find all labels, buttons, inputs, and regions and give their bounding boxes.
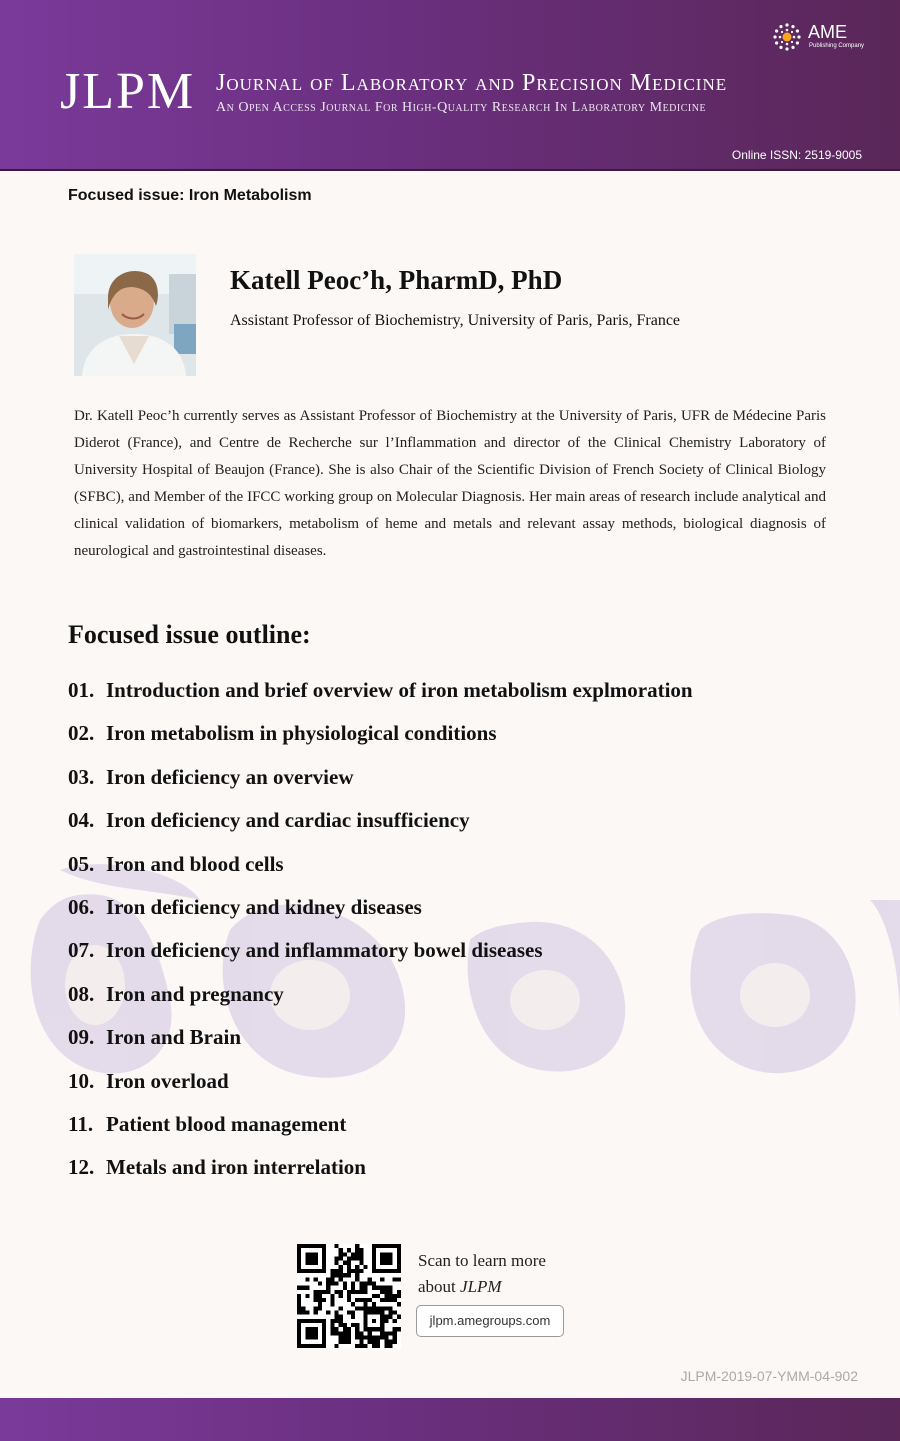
outline-item: [68, 1025, 693, 1068]
outline-item-number: 07.: [68, 938, 95, 963]
document-code: JLPM-2019-07-YMM-04-902: [680, 1368, 858, 1384]
journal-title: Journal of Laboratory and Precision Medicine: [216, 70, 728, 96]
outline-item: [68, 721, 693, 764]
outline-heading: Focused issue outline:: [68, 620, 311, 649]
scan-line-2-journal: JLPM: [460, 1277, 502, 1296]
ame-sub: Publishing Company: [809, 43, 865, 49]
outline-item-number: 08.: [68, 981, 95, 1006]
editor-portrait-image: [74, 254, 196, 376]
outline-item-number: 01.: [68, 678, 95, 702]
scan-text: [418, 1248, 546, 1300]
outline-item-title: Introduction and brief overview of iron metabolism explmoration: [106, 678, 693, 702]
outline-item-title: Iron deficiency and inflammatory bowel diseases: [106, 938, 543, 963]
outline-item-number: 04.: [68, 808, 95, 833]
online-issn: Online ISSN: 2519-9005: [731, 148, 862, 162]
outline-item: [68, 678, 693, 721]
journal-url-link[interactable]: jlpm.amegroups.com: [416, 1305, 564, 1337]
scan-line-2: [418, 1274, 546, 1300]
header-divider: [0, 169, 900, 171]
outline-item-title: Iron metabolism in physiological conditions: [106, 721, 497, 746]
editor-photo: [74, 254, 196, 376]
jlpm-logo: JLPM: [60, 63, 196, 120]
outline-item: [68, 852, 693, 895]
outline-item: [68, 982, 693, 1025]
outline-item-title: Iron deficiency and kidney diseases: [106, 894, 422, 919]
outline-item-number: 03.: [68, 764, 95, 789]
outline-item-title: Iron deficiency an overview: [106, 764, 354, 789]
outline-item-number: 12.: [68, 1155, 95, 1180]
outline-item-number: 09.: [68, 1025, 95, 1050]
outline-item: [68, 938, 693, 981]
ame-logo-icon: [772, 22, 802, 52]
qr-code-icon[interactable]: [297, 1244, 401, 1348]
scan-line-1: Scan to learn more: [418, 1251, 546, 1270]
ame-name: AME: [808, 22, 848, 42]
outline-item-title: Iron overload: [106, 1068, 229, 1093]
outline-item-number: 02.: [68, 721, 95, 746]
outline-item: [68, 1112, 693, 1155]
outline-item-title: Metals and iron interrelation: [106, 1155, 366, 1180]
outline-item: [68, 1069, 693, 1112]
outline-item-title: Iron and blood cells: [106, 851, 284, 876]
outline-item-title: Iron and pregnancy: [106, 981, 284, 1006]
outline-item-number: 06.: [68, 894, 95, 919]
focused-issue-label: Focused issue: Iron Metabolism: [68, 187, 312, 204]
outline-item-number: 10.: [68, 1068, 95, 1093]
outline-item-title: Iron deficiency and cardiac insufficiency: [106, 808, 470, 833]
editor-bio: Dr. Katell Peoc’h currently serves as Assistant Professor of Biochemistry at the University of Paris, UFR de Médecine Paris Diderot (France), and Centre de Recherche sur l’Inflammation and director of the Clinical Chemistry Laboratory of University Hospital of Beaujon (France). She is also Chair of the Scientific Division of French Society of Clinical Biology (SFBC), and Member of the IFCC working group on Molecular Diagnosis. Her main areas of research include analytical and clinical validation of biomarkers, metabolism of heme and metals and relevant assay methods, biological diagnosis of neurological and gastrointestinal diseases.: [74, 408, 826, 559]
outline-item-title: Iron and Brain: [106, 1025, 241, 1050]
outline-item-title: Patient blood management: [106, 1111, 347, 1136]
header-banner: [0, 0, 900, 170]
outline-item: [68, 765, 693, 808]
outline-item: [68, 895, 693, 938]
outline-item-number: 05.: [68, 851, 95, 876]
journal-subtitle: An Open Access Journal For High-Quality Research In Laboratory Medicine: [216, 100, 707, 115]
outline-item-number: 11.: [68, 1111, 94, 1136]
editor-affiliation: Assistant Professor of Biochemistry, University of Paris, Paris, France: [230, 312, 681, 329]
footer-bar: [0, 1398, 900, 1441]
editor-name: Katell Peoc’h, PharmD, PhD: [230, 265, 563, 295]
scan-line-2-prefix: about: [418, 1277, 461, 1296]
outline-list: [68, 678, 693, 1199]
outline-item: [68, 1155, 693, 1198]
ame-publisher-logo: [772, 20, 872, 54]
outline-item: [68, 808, 693, 851]
